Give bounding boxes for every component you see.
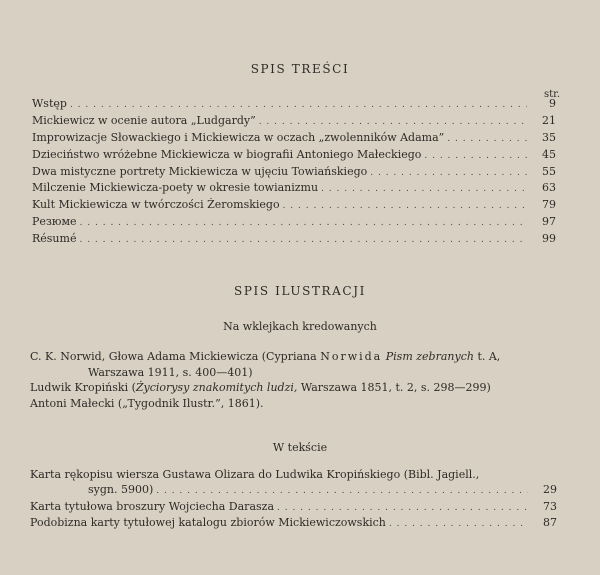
toc-entry: Mickiewicz w ocenie autora „Ludgardy” . . . 21 [32, 114, 556, 131]
illustrations-heading: SPIS ILUSTRACJI [234, 284, 366, 298]
plates-list [30, 349, 560, 411]
toc-entry: Wstęp . . . 9 [32, 97, 556, 114]
toc-entry: Résumé . . . 99 [32, 232, 556, 249]
toc-heading: SPIS TREŚCI [250, 62, 350, 76]
plate-entry-norwid-cont: Warszawa 1911, s. 400—401) [88, 365, 253, 379]
toc-entry: Improwizacje Słowackiego i Mickiewicza w oczach „zwolenników Adama” . . . 35 [32, 131, 556, 148]
toc-entry: Kult Mickiewicza w twórczości Żeromskiego . . . 79 [32, 198, 556, 215]
toc-entry: Dwa mistyczne portrety Mickiewicza w ujęciu Towiańskiego . . . 55 [32, 165, 556, 182]
text-illustrations-subheading: W tekście [272, 441, 328, 454]
text-item-manuscript-cont: sygn. 5900) . . . 29 [30, 483, 557, 500]
toc-entry: Резюме . . . 97 [32, 215, 556, 232]
text-illustrations-list [30, 468, 557, 533]
text-item-catalogue: Podobizna karty tytułowej katalogu zbiorów Mickiewiczowskich . . . 87 [30, 516, 557, 533]
plate-entry-malecki: Antoni Małecki („Tygodnik Ilustr.”, 1861). [30, 396, 264, 410]
text-item-manuscript: Karta rękopisu wiersza Gustawa Olizara do Ludwika Kropińskiego (Bibl. Jagiell., [30, 468, 480, 481]
toc-entry: Milczenie Mickiewicza-poety w okresie towianizmu . . . 63 [32, 181, 556, 198]
plate-entry-norwid: C. K. Norwid, Głowa Adama Mickiewicza (Cypriana Norwida Pism zebranych t. A, [30, 350, 501, 363]
toc-list [32, 97, 556, 249]
plates-subheading: Na wklejkach kredowanych [223, 320, 377, 333]
page-column-label: str. [543, 89, 560, 100]
toc-entry: Dzieciństwo wróżebne Mickiewicza w biografii Antoniego Małeckiego . . . 45 [32, 148, 556, 165]
text-item-darasz: Karta tytułowa broszury Wojciecha Darasza . . . 73 [30, 500, 557, 517]
plate-entry-kropinski: Ludwik Kropiński (Życiorysy znakomitych ludzi, Warszawa 1851, t. 2, s. 298—299) [30, 381, 491, 394]
